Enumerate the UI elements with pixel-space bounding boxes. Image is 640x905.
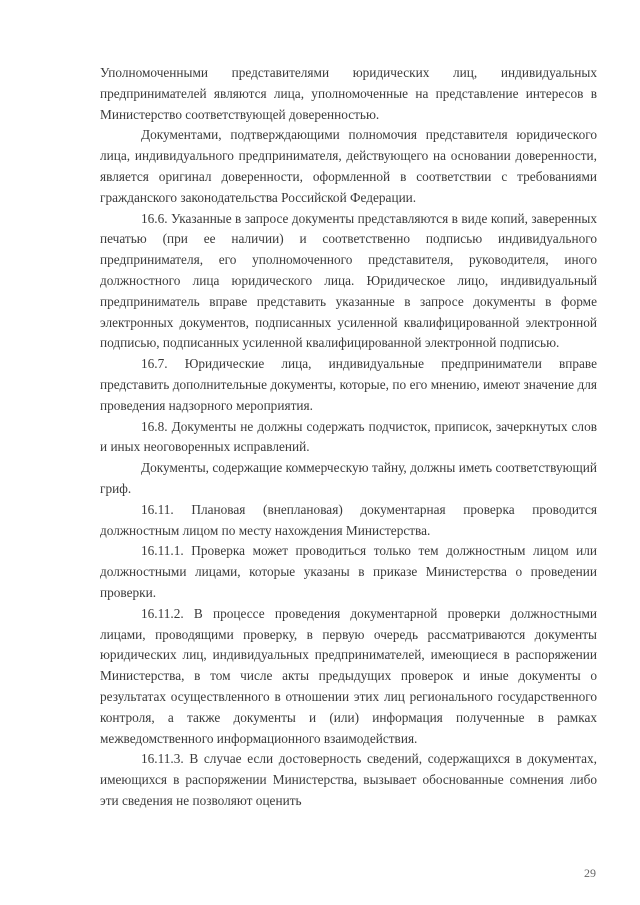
paragraph-8: 16.11.1. Проверка может проводиться только тем должностным лицом или должностными лицами, которые указаны в приказе Министерства о проведении проверки.: [100, 543, 597, 600]
document-body: [100, 63, 597, 812]
paragraph-2: Документами, подтверждающими полномочия представителя юридического лица, индивидуального предпринимателя, действующего на основании доверенности, является оригинал доверенности, оформленной в соответствии с требованиями гражданского законодательства Российской Федерации.: [100, 127, 597, 205]
paragraph-7: 16.11. Плановая (внеплановая) документарная проверка проводится должностным лицом по месту нахождения Министерства.: [100, 501, 597, 538]
paragraph-3: 16.6. Указанные в запросе документы представляются в виде копий, заверенных печатью (при ее наличии) и соответственно подписью индивидуального предпринимателя, его уполномоченного представителя, руководителя, иного должностного лица юридического лица. Юридическое лицо, индивидуальный предприниматель вправе представить указанные в запросе документы в форме электронных документов, подписанных усиленной квалифицированной электронной подписью, подписанных усиленной квалифицированной электронной подписью.: [100, 210, 597, 351]
paragraph-9: 16.11.2. В процессе проведения документарной проверки должностными лицами, проводящими проверку, в первую очередь рассматриваются документы юридических лиц, индивидуальных предпринимателей, имеющиеся в распоряжении Министерства, в том числе акты предыдущих проверок и иные документы о результатах осуществленного в отношении этих лиц регионального государственного контроля, а также документы и (или) информация полученные в рамках межведомственного информационного взаимодействия.: [100, 605, 597, 746]
paragraph-10: 16.11.3. В случае если достоверность сведений, содержащихся в документах, имеющихся в распоряжении Министерства, вызывает обоснованные сомнения либо эти сведения не позволяют оценить: [100, 751, 597, 808]
paragraph-6: Документы, содержащие коммерческую тайну, должны иметь соответствующий гриф.: [100, 460, 597, 496]
paragraph-4: 16.7. Юридические лица, индивидуальные предприниматели вправе представить дополнительные документы, которые, по его мнению, имеют значение для проведения надзорного мероприятия.: [100, 356, 597, 413]
paragraph-1: Уполномоченными представителями юридических лиц, индивидуальных предпринимателей являются лица, уполномоченные на представление интересов в Министерство соответствующей доверенностью.: [100, 65, 597, 122]
paragraph-5: 16.8. Документы не должны содержать подчисток, приписок, зачеркнутых слов и иных неоговоренных исправлений.: [100, 418, 597, 455]
page-number: 29: [584, 866, 596, 880]
